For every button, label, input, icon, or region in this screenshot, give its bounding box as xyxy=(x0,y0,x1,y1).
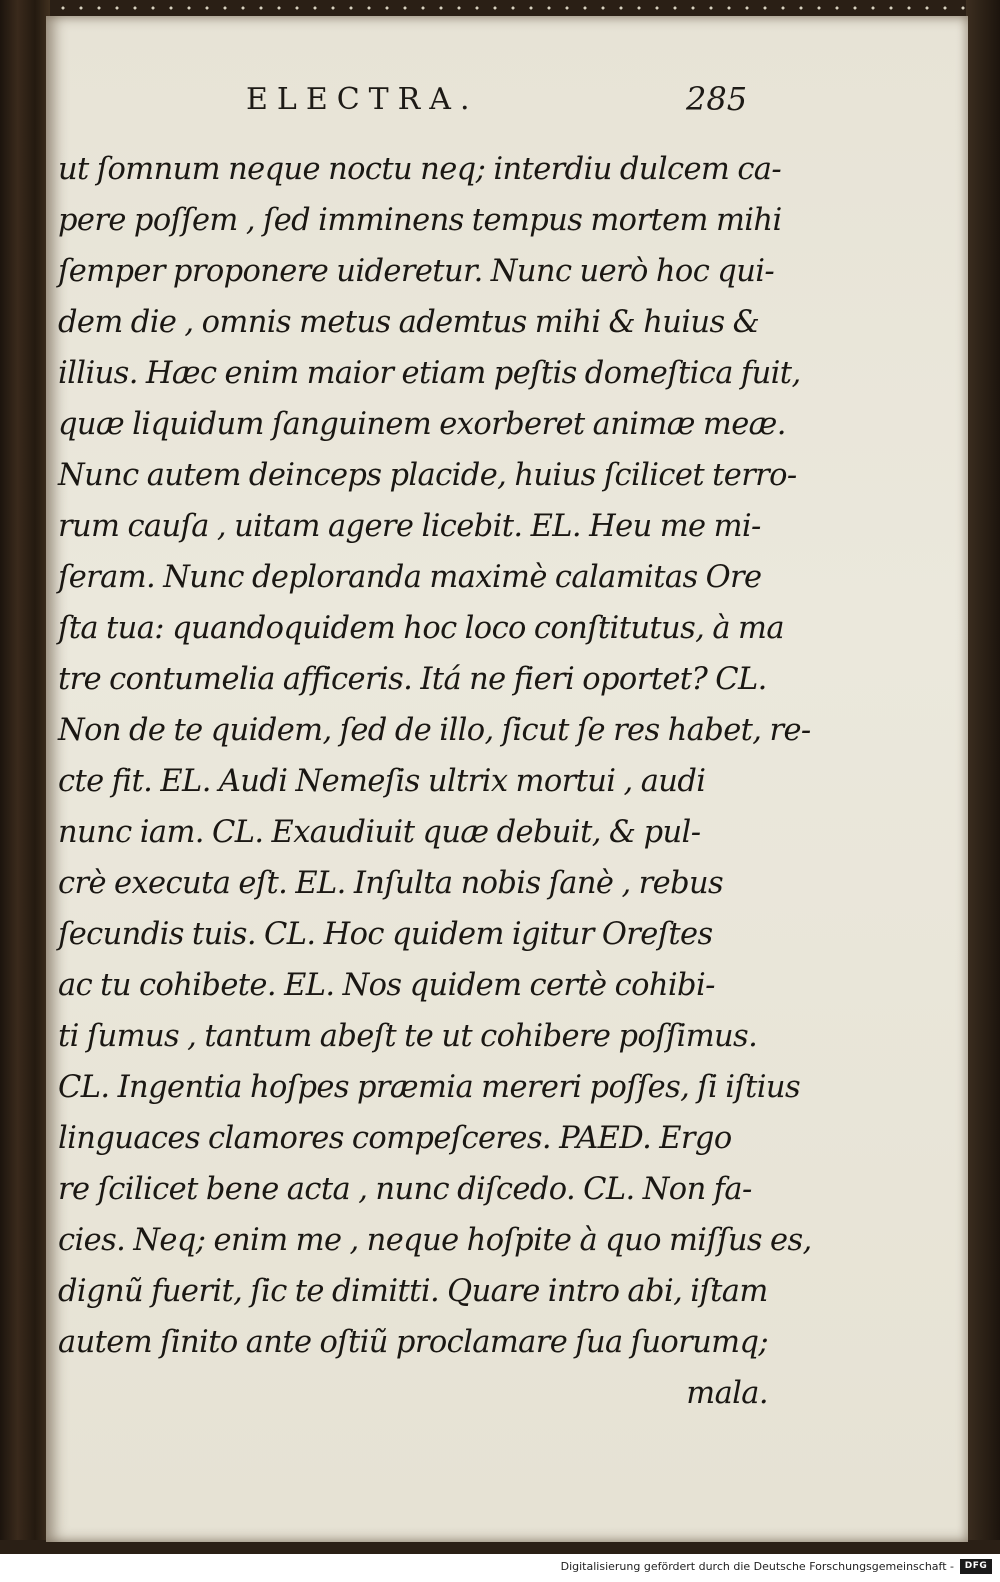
text-line: quæ liquidum ſanguinem exorberet animæ meæ. xyxy=(58,407,786,442)
text-line: dignũ fuerit, ſic te dimitti. Quare intro abi, iſtam xyxy=(58,1274,768,1309)
text-line: ſemper proponere uideretur. Nunc uerò hoc qui- xyxy=(58,254,775,289)
text-line: CL. Ingentia hoſpes præmia mereri poſſes, ſi iſtius xyxy=(58,1070,800,1105)
text-line: cies. Neq; enim me , neque hoſpite à quo miſſus es, xyxy=(58,1223,812,1258)
running-title: ELECTRA. xyxy=(246,82,479,117)
body-text xyxy=(58,144,812,1419)
text-line: autem ſinito ante oſtiũ proclamare ſua ſuorumq; xyxy=(58,1325,769,1360)
text-line: nunc iam. CL. Exaudiuit quæ debuit, & pul- xyxy=(58,815,701,850)
text-line: ſta tua: quandoquidem hoc loco conſtitutus, à ma xyxy=(58,611,784,646)
text-line: crè executa eſt. EL. Inſulta nobis ſanè , rebus xyxy=(58,866,724,901)
final-line: mala. xyxy=(686,1376,768,1411)
text-line: pere poſſem , ſed imminens tempus mortem mihi xyxy=(58,203,782,238)
text-line: cte fit. EL. Audi Nemeſis ultrix mortui , audi xyxy=(58,764,706,799)
dfg-logo-icon: DFG xyxy=(960,1559,992,1574)
text-line: ſeram. Nunc deploranda maximè calamitas Ore xyxy=(58,560,762,595)
text-line: ſecundis tuis. CL. Hoc quidem igitur Oreſtes xyxy=(58,917,713,952)
right-page-edge xyxy=(966,0,1000,1548)
text-line: tre contumelia afficeris. Itá ne fieri oportet? CL. xyxy=(58,662,767,697)
text-line: rum cauſa , uitam agere licebit. EL. Heu me mi- xyxy=(58,509,761,544)
book-binding xyxy=(0,0,50,1548)
page-number: 285 xyxy=(686,80,748,118)
page-paper xyxy=(46,16,968,1542)
page-header xyxy=(46,82,968,132)
digitization-footer xyxy=(0,1554,1000,1582)
bottom-edge-dark xyxy=(0,1540,1000,1554)
text-line: Non de te quidem, ſed de illo, ſicut ſe res habet, re- xyxy=(58,713,811,748)
text-line: linguaces clamores compeſceres. PAED. Ergo xyxy=(58,1121,732,1156)
text-line: Nunc autem deinceps placide, huius ſcilicet terro- xyxy=(58,458,797,493)
text-line: ut ſomnum neque noctu neq; interdiu dulcem ca- xyxy=(58,152,782,187)
text-line: re ſcilicet bene acta , nunc diſcedo. CL. Non fa- xyxy=(58,1172,752,1207)
text-line: ti ſumus , tantum abeſt te ut cohibere poſſimus. xyxy=(58,1019,758,1054)
funding-credit: Digitalisierung gefördert durch die Deutsche Forschungsgemeinschaft - xyxy=(560,1560,954,1573)
text-line: dem die , omnis metus ademtus mihi & huius & xyxy=(58,305,760,340)
stitch-pattern xyxy=(0,0,1000,16)
text-line: illius. Hæc enim maior etiam peſtis domeſtica fuit, xyxy=(58,356,801,391)
text-line: ac tu cohibete. EL. Nos quidem certè cohibi- xyxy=(58,968,715,1003)
